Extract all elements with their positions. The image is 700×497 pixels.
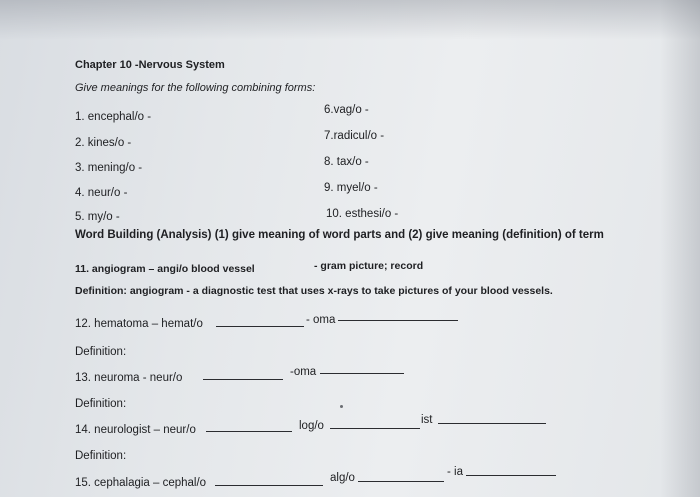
item-12-term: 12. hematoma – hemat/o — [75, 318, 203, 330]
item-14-part3: ist — [421, 414, 433, 426]
word-building-heading: Word Building (Analysis) (1) give meaning of word parts and (2) give meaning (definition) of term — [75, 229, 604, 241]
item-12-definition-label: Definition: — [75, 346, 127, 358]
item-11-suffix: - gram picture; record — [314, 260, 424, 272]
combining-form-8: 8. tax/o - — [324, 156, 369, 168]
item-13-blank-2[interactable] — [320, 373, 404, 374]
item-15-blank-1[interactable] — [215, 485, 323, 486]
item-12-blank-1[interactable] — [216, 326, 304, 327]
item-13-blank-1[interactable] — [203, 379, 283, 380]
item-14-blank-3[interactable] — [438, 423, 546, 424]
item-15-part2: alg/o — [330, 472, 355, 484]
chapter-title: Chapter 10 -Nervous System — [75, 59, 225, 71]
combining-form-2: 2. kines/o - — [75, 137, 132, 149]
combining-form-6: 6.vag/o - — [324, 104, 369, 116]
item-14-term: 14. neurologist – neur/o — [75, 424, 196, 436]
item-14-blank-2[interactable] — [330, 428, 420, 429]
item-13-suffix: -oma — [290, 366, 317, 378]
item-15-part3: - ia — [447, 466, 463, 478]
item-13-term: 13. neuroma - neur/o — [75, 372, 183, 384]
item-12-blank-2[interactable] — [338, 320, 458, 321]
combining-form-3: 3. mening/o - — [75, 162, 143, 174]
item-14-definition-label: Definition: — [75, 450, 127, 462]
item-14-part2: log/o — [299, 420, 324, 432]
item-14-blank-1[interactable] — [206, 431, 292, 432]
combining-form-1: 1. encephal/o - — [75, 111, 152, 123]
combining-form-10: 10. esthesi/o - — [326, 208, 399, 220]
item-12-suffix: - oma — [306, 314, 336, 326]
instructions: Give meanings for the following combining forms: — [75, 82, 316, 94]
item-15-blank-2[interactable] — [358, 481, 444, 482]
item-15-term: 15. cephalagia – cephal/o — [75, 477, 207, 489]
page-shadow-top — [0, 0, 700, 40]
item-13-definition-label: Definition: — [75, 398, 127, 410]
combining-form-9: 9. myel/o - — [324, 182, 378, 194]
item-11-term: 11. angiogram – angi/o blood vessel — [75, 263, 255, 275]
combining-form-7: 7.radicul/o - — [324, 130, 385, 142]
ink-speck — [340, 405, 343, 408]
item-11-definition: Definition: angiogram - a diagnostic test that uses x-rays to take pictures of your blood vessels. — [75, 285, 553, 297]
page-shadow-right — [660, 0, 700, 497]
combining-form-4: 4. neur/o - — [75, 187, 128, 199]
item-15-blank-3[interactable] — [466, 475, 556, 476]
combining-form-5: 5. my/o - — [75, 211, 120, 223]
